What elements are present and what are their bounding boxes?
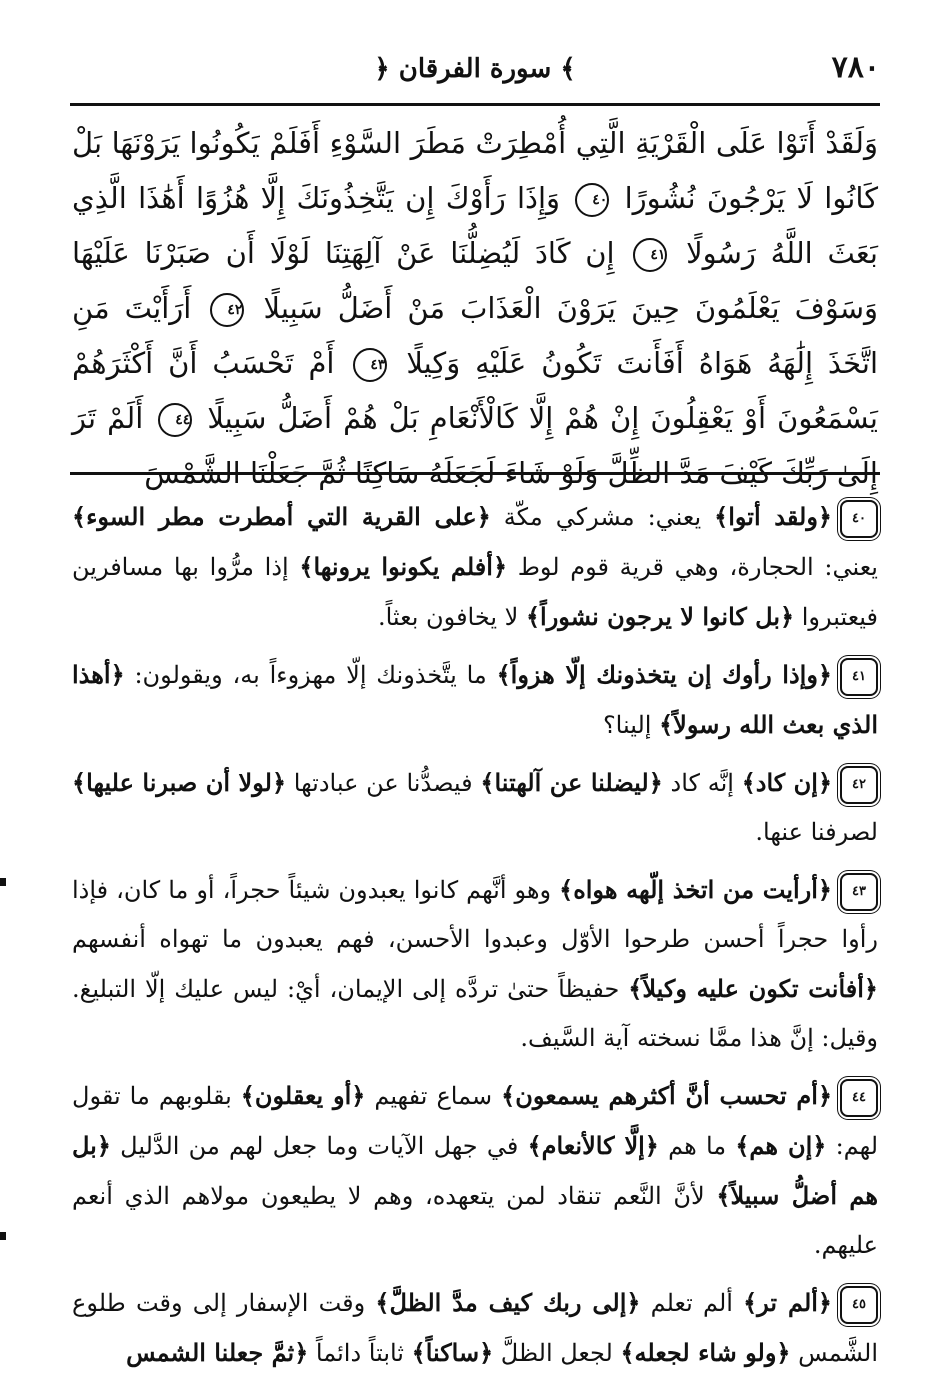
commentary-text: ما هم [658,1132,736,1160]
commentary-text: يعني: مشركي مكّة [490,503,715,531]
scan-edge-mark [0,1232,6,1240]
scan-edge-mark [0,878,6,886]
quoted-phrase: ﴿ألم تر﴾ [743,1288,832,1317]
commentary-text: في جهل الآيات وما جعل لهم من الدَّليل [110,1132,528,1160]
quoted-phrase: ﴿ولقد أتوا﴾ [714,502,832,531]
quoted-phrase: ﴿إلَّا كالأنعام﴾ [527,1131,659,1160]
quoted-phrase: ﴿أم تحسب أنَّ أكثرهم يسمعون﴾ [501,1081,833,1110]
header-divider [70,103,880,106]
verse-text: وَلَقَدْ أَتَوْا عَلَى الْقَرْيَةِ الَّتِي أُمْطِرَتْ مَطَرَ السَّوْءِ أَفَلَمْ يَكُونُوا يَرَوْنَهَا بَلْ كَانُوا لَا يَرْجُونَ نُشُورًا [72,126,879,215]
quoted-phrase: ﴿لولا أن صبرنا عليها﴾ [72,768,287,797]
commentary-text: ما يتَّخذونك إلّا مهزوءاً به، ويقولون: [124,661,497,689]
verse-number-badge: ٤٢ [840,766,878,804]
commentary-text: لجعل الظلَّ [493,1339,621,1367]
verse-number-badge: ٤٣ [840,873,878,911]
commentary-text: لا يخافون بعثاً. [377,603,526,631]
commentary-text: إذا مرُّوا بها مسافرين فيعتبروا [72,553,878,631]
commentary-text: وهو أنَّهم كانوا يعبدون شيئاً حجراً، أو ما كان، فإذا رأوا حجراً أحسن طرحوا الأوّل وعبدوا الأحسن، فهم يعبدون ما تهواه أنفسهم [72,876,878,953]
page-header [70,44,880,94]
commentary-text: بقلوبهم ما تقول لهم: [72,1082,879,1160]
tafsir-commentary [72,492,878,1386]
verse-number-badge: ٤٠ [840,500,878,538]
page-number: ٧٨٠ [831,50,880,85]
tafsir-entry-41 [72,650,878,750]
quoted-phrase: ﴿أهذا الذي بعث الله رسولاً﴾ [72,660,878,739]
quoted-phrase: ﴿أو يعقلون﴾ [240,1081,366,1110]
commentary-text: ثابتاً دائماً [308,1339,412,1367]
commentary-text: سماع تفهيم [365,1082,502,1110]
verse-text: أَلَمْ تَرَ إِلَىٰ رَبِّكَ كَيْفَ مَدَّ الظِّلَّ وَلَوْ شَاءَ لَجَعَلَهُ سَاكِنًا ثُمَّ جَعَلْنَا الشَّمْسَ [72,401,878,490]
verse-number-badge: ٤١ [840,658,878,696]
ayah-number-marker: ٤٢ [210,293,244,327]
quoted-phrase: ﴿بل كانوا لا يرجون نشوراً﴾ [525,602,795,631]
quoted-phrase: ﴿إن كاد﴾ [741,768,833,797]
verse-text: أَرَأَيْتَ مَنِ اتَّخَذَ إِلَٰهَهُ هَوَاهُ أَفَأَنتَ تَكُونُ عَلَيْهِ وَكِيلًا [72,291,878,380]
commentary-text: لأنَّ النَّعم تنقاد لمن يتعهده، وهم لا يطيعون مولاهم الذي أنعم عليهم. [72,1182,878,1259]
commentary-text: إنَّه كاد [662,769,742,797]
quoted-phrase: ﴿ليضلنا عن آلهتنا﴾ [480,768,663,797]
tafsir-entry-40 [72,492,878,642]
verse-text: أَمْ تَحْسَبُ أَنَّ أَكْثَرَهُمْ يَسْمَعُونَ أَوْ يَعْقِلُونَ إِنْ هُمْ إِلَّا كَالْأَنْعَامِ بَلْ هُمْ أَضَلُّ سَبِيلًا [72,346,879,435]
commentary-text: يعني: الحجارة، وهي قرية قوم لوط [507,553,878,581]
quoted-phrase: ﴿أفلم يكونوا يرونها﴾ [299,552,508,581]
ayah-number-marker: ٤١ [633,238,667,272]
quoted-phrase: ﴿أرأيت من اتخذ إلّهه هواه﴾ [559,875,832,904]
tafsir-entry-43 [72,865,878,1063]
commentary-text: وقت الإسفار إلى وقت طلوع الشَّمس [72,1289,878,1367]
verse-number-badge: ٤٤ [840,1079,878,1117]
surah-title: ﴿ سورة الفرقان ﴾ [374,54,576,84]
quran-verses [72,116,879,490]
commentary-text: ألم تعلم [640,1289,744,1317]
quoted-phrase: ﴿ولو شاء لجعله﴾ [620,1338,791,1367]
verse-text: وَإِذَا رَأَوْكَ إِن يَتَّخِذُونَكَ إِلَّا هُزُوًا أَهَٰذَا الَّذِي بَعَثَ اللَّهُ رَسُولًا [72,181,878,270]
tafsir-entry-44 [72,1071,878,1270]
quoted-phrase: ﴿وإذا رأوك إن يتخذونك إلّا هزواً﴾ [496,660,832,689]
section-divider [70,472,880,475]
verse-number-badge: ٤٥ [840,1286,878,1324]
commentary-text: فيصدُّنا عن عبادتها [286,769,481,797]
commentary-text: إلينا؟ [602,711,660,739]
tafsir-entry-42 [72,758,878,857]
ayah-number-marker: ٤٠ [575,183,609,217]
ayah-number-marker: ٤٣ [353,348,387,382]
commentary-text: حفيظاً حتىٰ تردَّه إلى الإيمان، أيْ: ليس عليك إلّا التبليغ. وقيل: إنَّ هذا ممَّا نسخته آية السَّيف. [72,975,878,1052]
quoted-phrase: ﴿إلى ربك كيف مدَّ الظلَّ﴾ [375,1288,641,1317]
verse-text: إِن كَادَ لَيُضِلُّنَا عَنْ آلِهَتِنَا لَوْلَا أَن صَبَرْنَا عَلَيْهَا وَسَوْفَ يَعْلَمُونَ حِينَ يَرَوْنَ الْعَذَابَ مَنْ أَضَلُّ سَبِيلًا [72,236,879,325]
quoted-phrase: ﴿إن هم﴾ [735,1131,827,1160]
tafsir-entry-45 [72,1278,878,1378]
quoted-phrase: ﴿ثمَّ جعلنا الشمس [126,1338,309,1367]
quoted-phrase: ﴿أفأنت تكون عليه وكيلاً﴾ [628,974,878,1003]
quoted-phrase: ﴿بل هم أضلُّ سبيلاً﴾ [72,1131,879,1210]
ayah-number-marker: ٤٤ [158,403,192,437]
quoted-phrase: ﴿على القرية التي أمطرت مطر السوء﴾ [72,502,491,531]
commentary-text: لصرفنا عنها. [755,818,878,846]
quoted-phrase: ﴿ساكناً﴾ [411,1338,494,1367]
